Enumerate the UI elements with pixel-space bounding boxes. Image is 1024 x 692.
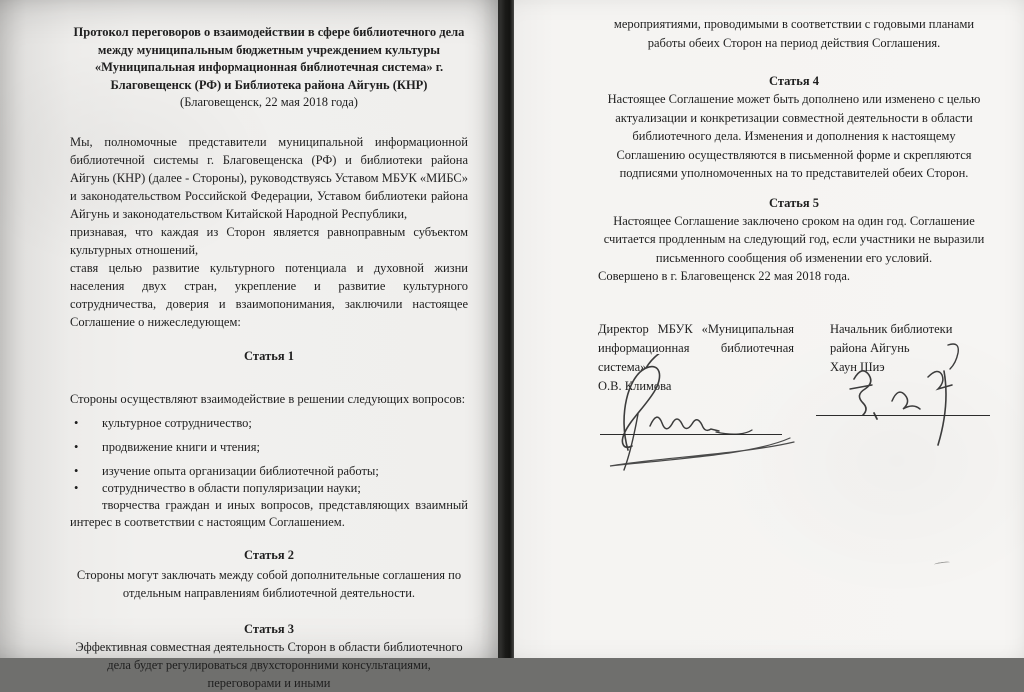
signature-area-left	[598, 396, 794, 458]
signatory-right	[830, 320, 990, 458]
article-3-carryover: мероприятиями, проводимыми в соответствии с годовыми планами работы обеих Сторон на период действия Соглашения.	[613, 17, 975, 50]
signatory-right-name: Хаун Шиэ	[830, 359, 885, 374]
signatory-left-title: Директор МБУК «Муниципальная информационная библиотечная система»	[598, 321, 794, 374]
article-3-body: Эффективная совместная деятельность Сторон в области библиотечного дела будет регулироваться двухсторонними консультациями, переговорами и иными	[75, 639, 463, 690]
article-4-body: Настоящее Соглашение может быть дополнено или изменено с целью актуализации и конкретизации совместной деятельности в области библиотечного дела. Изменения и дополнения к настоящему Соглашению осуществляются в письменной форме и скрепляются подписями уполномоченных на то представителей обеих Сторон.	[607, 92, 981, 180]
left-page	[0, 0, 498, 690]
right-page	[514, 0, 1024, 658]
right-page-content	[598, 15, 990, 458]
signatory-left-name: О.В. Климова	[598, 378, 672, 393]
article-2-heading: Статья 2	[244, 547, 294, 562]
list-item: • культурное сотрудничество;	[70, 415, 468, 432]
signatory-left	[598, 320, 794, 458]
article-2-body: Стороны могут заключать между собой дополнительные соглашения по отдельным направлениям библиотечной деятельности.	[76, 567, 462, 600]
document-title: Протокол переговоров о взаимодействии в сфере библиотечного дела между муниципальным бюджетным учреждением культуры «Муниципальная информационная библиотечная система» г. Благовещенск (РФ) и Библиотека района Айгунь (КНР)	[73, 25, 465, 92]
list-item: • продвижение книги и чтения;	[70, 439, 468, 456]
article-1-heading: Статья 1	[244, 348, 294, 363]
signature-line	[816, 415, 990, 416]
article-1-continuation: творчества граждан и иных вопросов, представляющих взаимный интерес в соответствии с настоящим Соглашением.	[70, 497, 468, 529]
signature-block	[598, 320, 990, 458]
preamble-paragraph: ставя целью развитие культурного потенциала и духовной жизни населения двух стран, укрепление и развитие культурного сотрудничества, доверия и взаимопонимания, заключили настоящее Соглашение о нижеследующем:	[70, 260, 468, 329]
cooperation-issues-list	[70, 415, 468, 497]
signature-line	[600, 434, 782, 435]
article-5-body: Настоящее Соглашение заключено сроком на один год. Соглашение считается продленным на следующий год, если участники не выразили письменного сообщения об изменении его условий.	[603, 213, 985, 265]
article-3-heading: Статья 3	[244, 621, 294, 636]
list-item: • изучение опыта организации библиотечной работы;	[70, 463, 468, 480]
article-4-heading: Статья 4	[769, 74, 819, 88]
signature-area-right	[830, 377, 990, 439]
left-page-content	[70, 24, 468, 692]
stray-pen-mark	[934, 561, 950, 566]
preamble-paragraph: признавая, что каждая из Сторон является равноправным субъектом культурных отношений,	[70, 224, 468, 257]
signatory-right-title: Начальник библиотеки района Айгунь	[830, 321, 953, 355]
book-spine-divider	[498, 0, 514, 658]
list-item: • сотрудничество в области популяризации науки;	[70, 480, 468, 497]
closing-line: Совершено в г. Благовещенск 22 мая 2018 года.	[598, 269, 851, 283]
article-5-heading: Статья 5	[769, 195, 819, 210]
article-1-intro: Стороны осуществляют взаимодействие в решении следующих вопросов:	[70, 391, 466, 406]
document-date-line: (Благовещенск, 22 мая 2018 года)	[180, 95, 358, 109]
preamble-paragraph: Мы, полномочные представители муниципальной информационной библиотечной системы г. Благовещенска (РФ) и библиотеки района Айгунь (КНР) (далее - Стороны), руководствуясь Уставом МБУК «МИБС» и законодательством Российской Федерации, Уставом библиотеки района Айгунь и законодательством Китайской Народной Республики,	[70, 134, 468, 221]
